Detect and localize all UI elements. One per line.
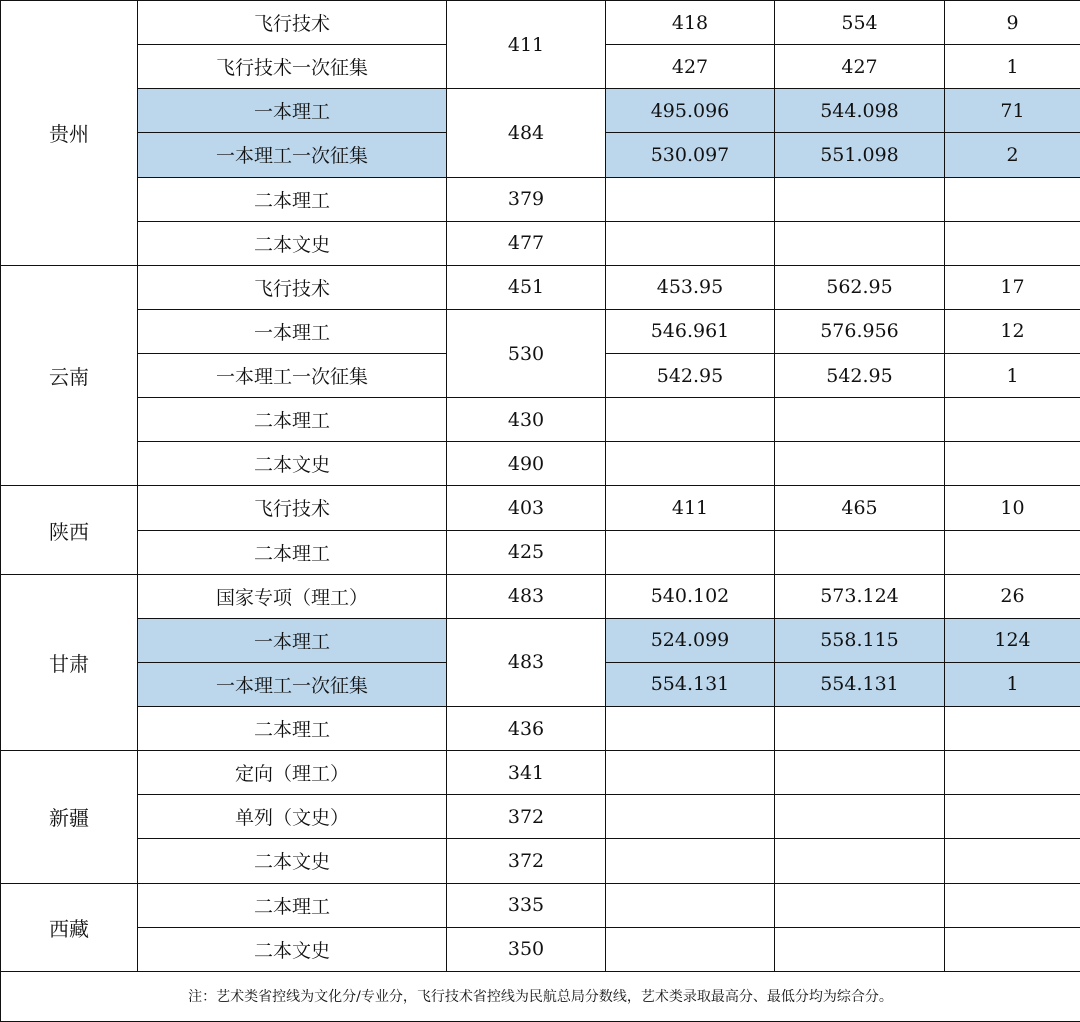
max-score: 427: [775, 45, 945, 89]
admission-type: 一本理工: [138, 89, 447, 133]
admitted-count: [945, 530, 1080, 574]
max-score: 554: [775, 1, 945, 45]
province-control-line: 403: [447, 486, 606, 530]
min-score: [606, 751, 775, 795]
max-score: 562.95: [775, 265, 945, 309]
province-control-line: 379: [447, 177, 606, 221]
max-score: [775, 927, 945, 971]
table-row: [1, 309, 1080, 353]
table-row: [1, 530, 1080, 574]
table-row: [1, 574, 1080, 618]
min-score: 540.102: [606, 574, 775, 618]
admission-type: 一本理工一次征集: [138, 354, 447, 398]
table-row: [1, 486, 1080, 530]
admission-type: 飞行技术: [138, 265, 447, 309]
admission-type: 二本文史: [138, 839, 447, 883]
admission-type: 一本理工一次征集: [138, 133, 447, 177]
table-row: [1, 751, 1080, 795]
min-score: 418: [606, 1, 775, 45]
max-score: 554.131: [775, 662, 945, 706]
max-score: 551.098: [775, 133, 945, 177]
min-score: [606, 839, 775, 883]
min-score: [606, 221, 775, 265]
admitted-count: [945, 442, 1080, 486]
min-score: 554.131: [606, 662, 775, 706]
province-control-line: 436: [447, 707, 606, 751]
max-score: [775, 751, 945, 795]
admission-type: 二本理工: [138, 177, 447, 221]
province-control-line: 335: [447, 883, 606, 927]
province-name: 甘肃: [1, 574, 138, 751]
table-row: [1, 927, 1080, 971]
admission-type: 二本文史: [138, 221, 447, 265]
province-control-line: 484: [447, 89, 606, 177]
admission-type: 二本文史: [138, 927, 447, 971]
table-row: [1, 177, 1080, 221]
min-score: [606, 883, 775, 927]
province-name: 贵州: [1, 1, 138, 266]
admission-type: 国家专项（理工）: [138, 574, 447, 618]
min-score: 427: [606, 45, 775, 89]
admission-type: 一本理工: [138, 618, 447, 662]
province-control-line: 490: [447, 442, 606, 486]
admitted-count: [945, 398, 1080, 442]
table-row: [1, 1, 1080, 45]
max-score: [775, 883, 945, 927]
admission-type: 飞行技术: [138, 1, 447, 45]
max-score: 465: [775, 486, 945, 530]
province-name: 西藏: [1, 883, 138, 971]
admission-type: 二本理工: [138, 707, 447, 751]
admitted-count: [945, 707, 1080, 751]
admitted-count: [945, 839, 1080, 883]
max-score: [775, 795, 945, 839]
admitted-count: [945, 795, 1080, 839]
min-score: [606, 707, 775, 751]
min-score: [606, 398, 775, 442]
min-score: [606, 795, 775, 839]
admitted-count: 12: [945, 309, 1080, 353]
table-row: [1, 89, 1080, 133]
admission-type: 飞行技术一次征集: [138, 45, 447, 89]
admitted-count: 1: [945, 354, 1080, 398]
table-row: [1, 795, 1080, 839]
admitted-count: 71: [945, 89, 1080, 133]
admitted-count: 9: [945, 1, 1080, 45]
table-note: 注：艺术类省控线为文化分/专业分，飞行技术省控线为民航总局分数线，艺术类录取最高分、最低分均为综合分。: [1, 971, 1080, 1021]
province-control-line: 350: [447, 927, 606, 971]
admitted-count: [945, 221, 1080, 265]
table-row: [1, 618, 1080, 662]
admission-type: 一本理工: [138, 309, 447, 353]
min-score: [606, 442, 775, 486]
max-score: 558.115: [775, 618, 945, 662]
min-score: 546.961: [606, 309, 775, 353]
max-score: 542.95: [775, 354, 945, 398]
province-name: 云南: [1, 265, 138, 486]
admitted-count: [945, 751, 1080, 795]
admitted-count: 2: [945, 133, 1080, 177]
max-score: 544.098: [775, 89, 945, 133]
province-control-line: 483: [447, 574, 606, 618]
table-row: [1, 442, 1080, 486]
admission-type: 二本理工: [138, 530, 447, 574]
province-control-line: 530: [447, 309, 606, 397]
table-row: [1, 221, 1080, 265]
admitted-count: 1: [945, 45, 1080, 89]
admission-type: 一本理工一次征集: [138, 662, 447, 706]
min-score: 530.097: [606, 133, 775, 177]
max-score: [775, 707, 945, 751]
admission-type: 二本文史: [138, 442, 447, 486]
province-control-line: 477: [447, 221, 606, 265]
min-score: 453.95: [606, 265, 775, 309]
province-name: 新疆: [1, 751, 138, 883]
admission-type: 飞行技术: [138, 486, 447, 530]
admitted-count: 26: [945, 574, 1080, 618]
max-score: [775, 221, 945, 265]
admission-type: 二本理工: [138, 398, 447, 442]
province-name: 陕西: [1, 486, 138, 574]
admitted-count: [945, 177, 1080, 221]
admitted-count: [945, 927, 1080, 971]
max-score: 573.124: [775, 574, 945, 618]
province-control-line: 372: [447, 795, 606, 839]
admission-type: 定向（理工）: [138, 751, 447, 795]
min-score: [606, 927, 775, 971]
min-score: 524.099: [606, 618, 775, 662]
admitted-count: 17: [945, 265, 1080, 309]
note-row: [1, 971, 1080, 1021]
province-control-line: 341: [447, 751, 606, 795]
admitted-count: [945, 883, 1080, 927]
admitted-count: 10: [945, 486, 1080, 530]
min-score: 542.95: [606, 354, 775, 398]
max-score: 576.956: [775, 309, 945, 353]
province-control-line: 411: [447, 1, 606, 89]
max-score: [775, 530, 945, 574]
min-score: [606, 177, 775, 221]
table-row: [1, 839, 1080, 883]
province-control-line: 430: [447, 398, 606, 442]
province-control-line: 425: [447, 530, 606, 574]
max-score: [775, 839, 945, 883]
min-score: [606, 530, 775, 574]
min-score: 411: [606, 486, 775, 530]
province-control-line: 483: [447, 618, 606, 706]
min-score: 495.096: [606, 89, 775, 133]
table-row: [1, 883, 1080, 927]
table-body: [1, 1, 1080, 1022]
province-control-line: 451: [447, 265, 606, 309]
table-row: [1, 398, 1080, 442]
max-score: [775, 442, 945, 486]
admitted-count: 124: [945, 618, 1080, 662]
table-row: [1, 707, 1080, 751]
admission-type: 单列（文史）: [138, 795, 447, 839]
table-row: [1, 265, 1080, 309]
max-score: [775, 398, 945, 442]
max-score: [775, 177, 945, 221]
admission-type: 二本理工: [138, 883, 447, 927]
province-control-line: 372: [447, 839, 606, 883]
admitted-count: 1: [945, 662, 1080, 706]
